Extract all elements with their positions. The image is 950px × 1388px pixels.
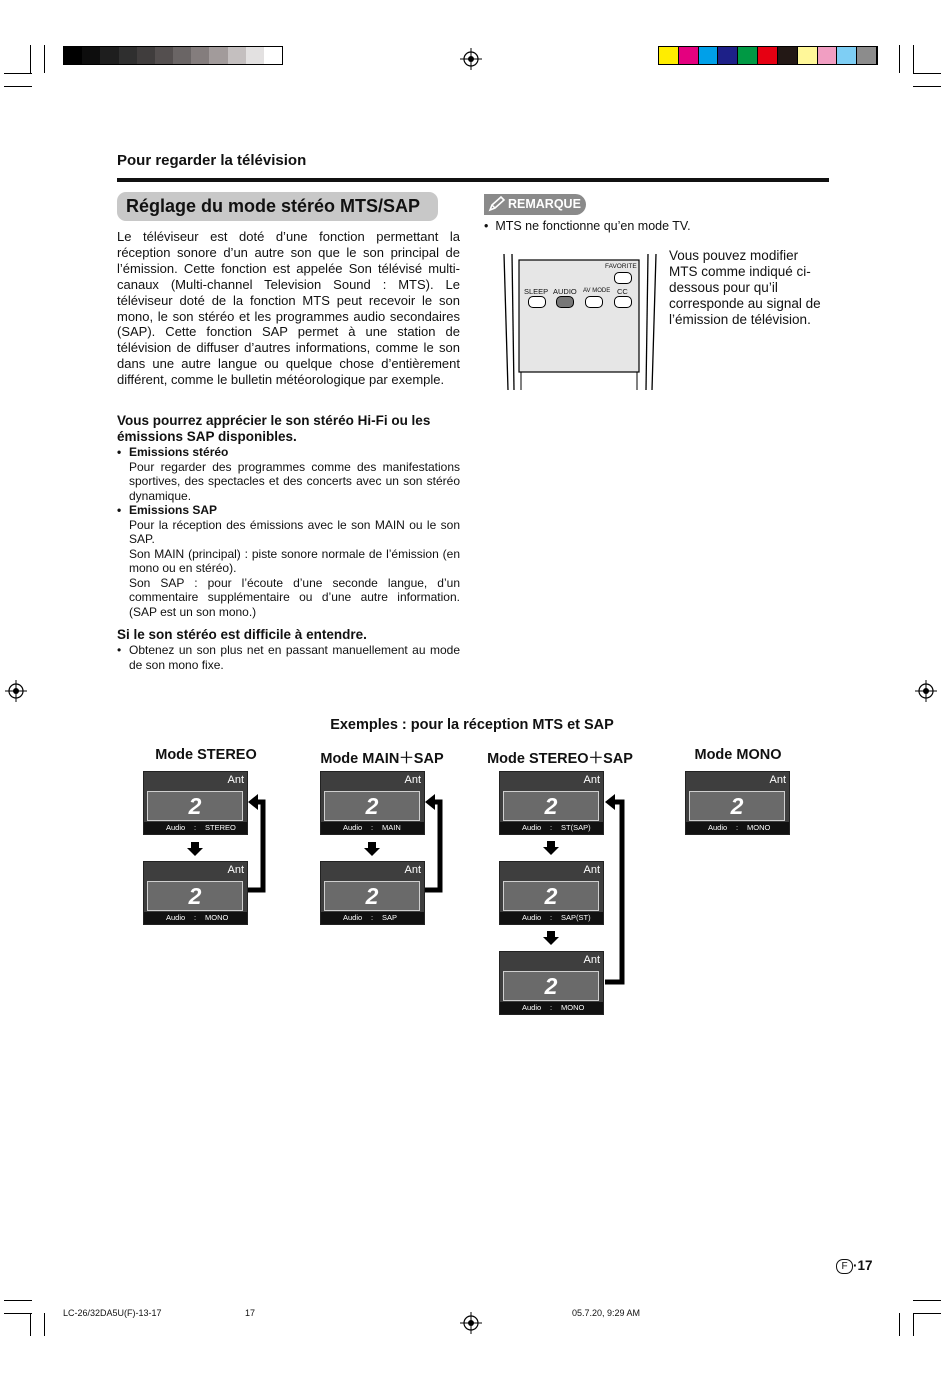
note-badge bbox=[484, 194, 586, 215]
color-calibration-bar bbox=[658, 46, 878, 65]
avmode-label: AV MODE bbox=[583, 288, 611, 294]
audio-mode-value: MONO bbox=[561, 1003, 585, 1012]
note-text-value: MTS ne fonctionne qu’en mode TV. bbox=[495, 219, 691, 233]
audio-mode-value: STEREO bbox=[205, 823, 236, 832]
stereo-text: Pour regarder des programmes comme des manifestations sportives, des spectacles et des concerts avec un son stéréo dynamique. bbox=[129, 459, 460, 503]
header-rule bbox=[117, 178, 829, 182]
difficult-text: • Obtenez un son plus net en passant manuellement au mode de son mono fixe. bbox=[117, 643, 460, 672]
audio-status-bar bbox=[144, 912, 247, 924]
doc-code: LC-26/32DA5U(F)-13-17 bbox=[63, 1308, 162, 1318]
tv-screen-display bbox=[499, 861, 604, 925]
audio-colon: : bbox=[550, 913, 553, 922]
audio-key: Audio bbox=[708, 823, 728, 832]
audio-status-bar bbox=[686, 822, 789, 834]
down-arrow-icon bbox=[543, 931, 559, 945]
channel-number: 2 bbox=[324, 791, 420, 821]
favorite-button[interactable] bbox=[614, 272, 632, 284]
audio-colon: : bbox=[736, 823, 739, 832]
audio-key: Audio bbox=[522, 1003, 542, 1012]
audio-colon: : bbox=[550, 1003, 553, 1012]
remote-illustration bbox=[500, 250, 660, 392]
audio-status-bar bbox=[500, 822, 603, 834]
note-text: • MTS ne fonctionne qu’en mode TV. bbox=[484, 219, 691, 233]
audio-status-bar bbox=[321, 822, 424, 834]
audio-colon: : bbox=[194, 823, 197, 832]
channel-number: 2 bbox=[503, 791, 599, 821]
section-title: Pour regarder la télévision bbox=[117, 152, 307, 169]
cycle-arrow-icon bbox=[603, 794, 627, 986]
audio-mode-value: MAIN bbox=[382, 823, 401, 832]
tv-screen-display bbox=[143, 861, 248, 925]
registration-mark-icon bbox=[460, 1312, 482, 1334]
tv-screen-display bbox=[499, 771, 604, 835]
audio-colon: : bbox=[371, 823, 374, 832]
audio-status-bar bbox=[321, 912, 424, 924]
audio-mode-value: MONO bbox=[205, 913, 229, 922]
audio-status-bar bbox=[500, 912, 603, 924]
cycle-arrow-icon bbox=[246, 794, 268, 894]
page-letter: F bbox=[836, 1259, 853, 1274]
audio-mode-value: MONO bbox=[747, 823, 771, 832]
audio-colon: : bbox=[194, 913, 197, 922]
audio-key: Audio bbox=[166, 823, 186, 832]
sap-text-1: Pour la réception des émissions avec le son MAIN ou le son SAP. bbox=[129, 517, 460, 546]
cc-label: CC bbox=[617, 287, 628, 296]
avmode-button[interactable] bbox=[585, 296, 603, 308]
audio-key: Audio bbox=[522, 913, 542, 922]
page-number-value: ·17 bbox=[853, 1258, 873, 1273]
audio-colon: : bbox=[371, 913, 374, 922]
input-label: Ant bbox=[227, 864, 244, 876]
input-label: Ant bbox=[769, 774, 786, 786]
stereo-label: • Emissions stéréo bbox=[117, 445, 460, 460]
down-arrow-icon bbox=[543, 841, 559, 855]
page-number bbox=[836, 1258, 873, 1274]
audio-colon: : bbox=[550, 823, 553, 832]
remote-description: Vous pouvez modifier MTS comme indiqué ci-dessous pour qu’il corresponde au signal de l’émission de télévision. bbox=[669, 248, 821, 327]
tv-screen-display bbox=[320, 861, 425, 925]
mode-label: Mode STEREO＋SAP bbox=[487, 751, 633, 767]
audio-button[interactable] bbox=[556, 296, 574, 308]
registration-mark-icon bbox=[5, 680, 27, 702]
audio-key: Audio bbox=[343, 913, 363, 922]
enjoy-heading: Vous pourrez apprécier le son stéréo Hi-Fi ou les émissions SAP disponibles. bbox=[117, 413, 431, 444]
channel-number: 2 bbox=[147, 881, 243, 911]
down-arrow-icon bbox=[187, 842, 203, 856]
down-arrow-icon bbox=[364, 842, 380, 856]
enjoy-section bbox=[117, 413, 460, 672]
sap-text-2: Son MAIN (principal) : piste sonore normale de l’émission (en mono ou en stéréo). bbox=[129, 546, 460, 575]
cycle-arrow-icon bbox=[423, 794, 445, 894]
input-label: Ant bbox=[583, 774, 600, 786]
mode-label: Mode STEREO bbox=[155, 747, 257, 763]
registration-mark-icon bbox=[915, 680, 937, 702]
channel-number: 2 bbox=[689, 791, 785, 821]
input-label: Ant bbox=[404, 774, 421, 786]
input-label: Ant bbox=[404, 864, 421, 876]
channel-number: 2 bbox=[503, 971, 599, 1001]
tv-screen-display bbox=[143, 771, 248, 835]
sleep-button[interactable] bbox=[528, 296, 546, 308]
input-label: Ant bbox=[227, 774, 244, 786]
examples-title: Exemples : pour la réception MTS et SAP bbox=[330, 717, 614, 733]
audio-mode-value: SAP bbox=[382, 913, 398, 922]
channel-number: 2 bbox=[503, 881, 599, 911]
pencil-icon bbox=[487, 196, 507, 213]
audio-key: Audio bbox=[166, 913, 186, 922]
cc-button[interactable] bbox=[614, 296, 632, 308]
input-label: Ant bbox=[583, 954, 600, 966]
note-badge-label: REMARQUE bbox=[508, 197, 581, 211]
registration-mark-icon bbox=[460, 48, 482, 70]
footer-page: 17 bbox=[245, 1308, 256, 1318]
audio-key: Audio bbox=[343, 823, 363, 832]
sap-text-3: Son SAP : pour l’écoute d’une seconde langue, d’un commentaire supplémentaire ou d’une autre information. (SAP est un son mono.) bbox=[129, 575, 460, 619]
sleep-label: SLEEP bbox=[524, 287, 549, 296]
audio-mode-value: SAP(ST) bbox=[561, 913, 591, 922]
audio-key: Audio bbox=[522, 823, 542, 832]
difficult-heading: Si le son stéréo est difficile à entendre. bbox=[117, 627, 367, 642]
tv-screen-display bbox=[685, 771, 790, 835]
mode-label: Mode MAIN＋SAP bbox=[320, 751, 444, 767]
audio-label: AUDIO bbox=[553, 287, 577, 296]
channel-number: 2 bbox=[324, 881, 420, 911]
audio-status-bar bbox=[144, 822, 247, 834]
timestamp: 05.7.20, 9:29 AM bbox=[572, 1308, 641, 1318]
tv-screen-display bbox=[320, 771, 425, 835]
article-title: Réglage du mode stéréo MTS/SAP bbox=[117, 192, 438, 221]
sap-label: • Emissions SAP bbox=[117, 503, 460, 518]
audio-mode-value: ST(SAP) bbox=[561, 823, 591, 832]
audio-status-bar bbox=[500, 1002, 603, 1014]
grayscale-calibration-bar bbox=[63, 46, 283, 65]
mode-label: Mode MONO bbox=[694, 747, 782, 763]
favorite-label: FAVORITE bbox=[605, 263, 637, 270]
input-label: Ant bbox=[583, 864, 600, 876]
intro-paragraph: Le téléviseur est doté d’une fonction permettant la réception sonore d’un autre son que le son principal de l’émission. Cette fonction est appelée Son télévisé multi-canaux (Multi-channel Television Sound : MTS). Le téléviseur doté de la fonction MTS peut recevoir le son mono, le son stéréo et les programmes audio secondaires (SAP). Cette fonction SAP permet à une station de télévision de diffuser d’autres informations, comme le son dans une autre langue ou quelque chose d’entièrement différent, comme le bulletin météorologique par exemple. bbox=[117, 229, 460, 388]
tv-screen-display bbox=[499, 951, 604, 1015]
channel-number: 2 bbox=[147, 791, 243, 821]
